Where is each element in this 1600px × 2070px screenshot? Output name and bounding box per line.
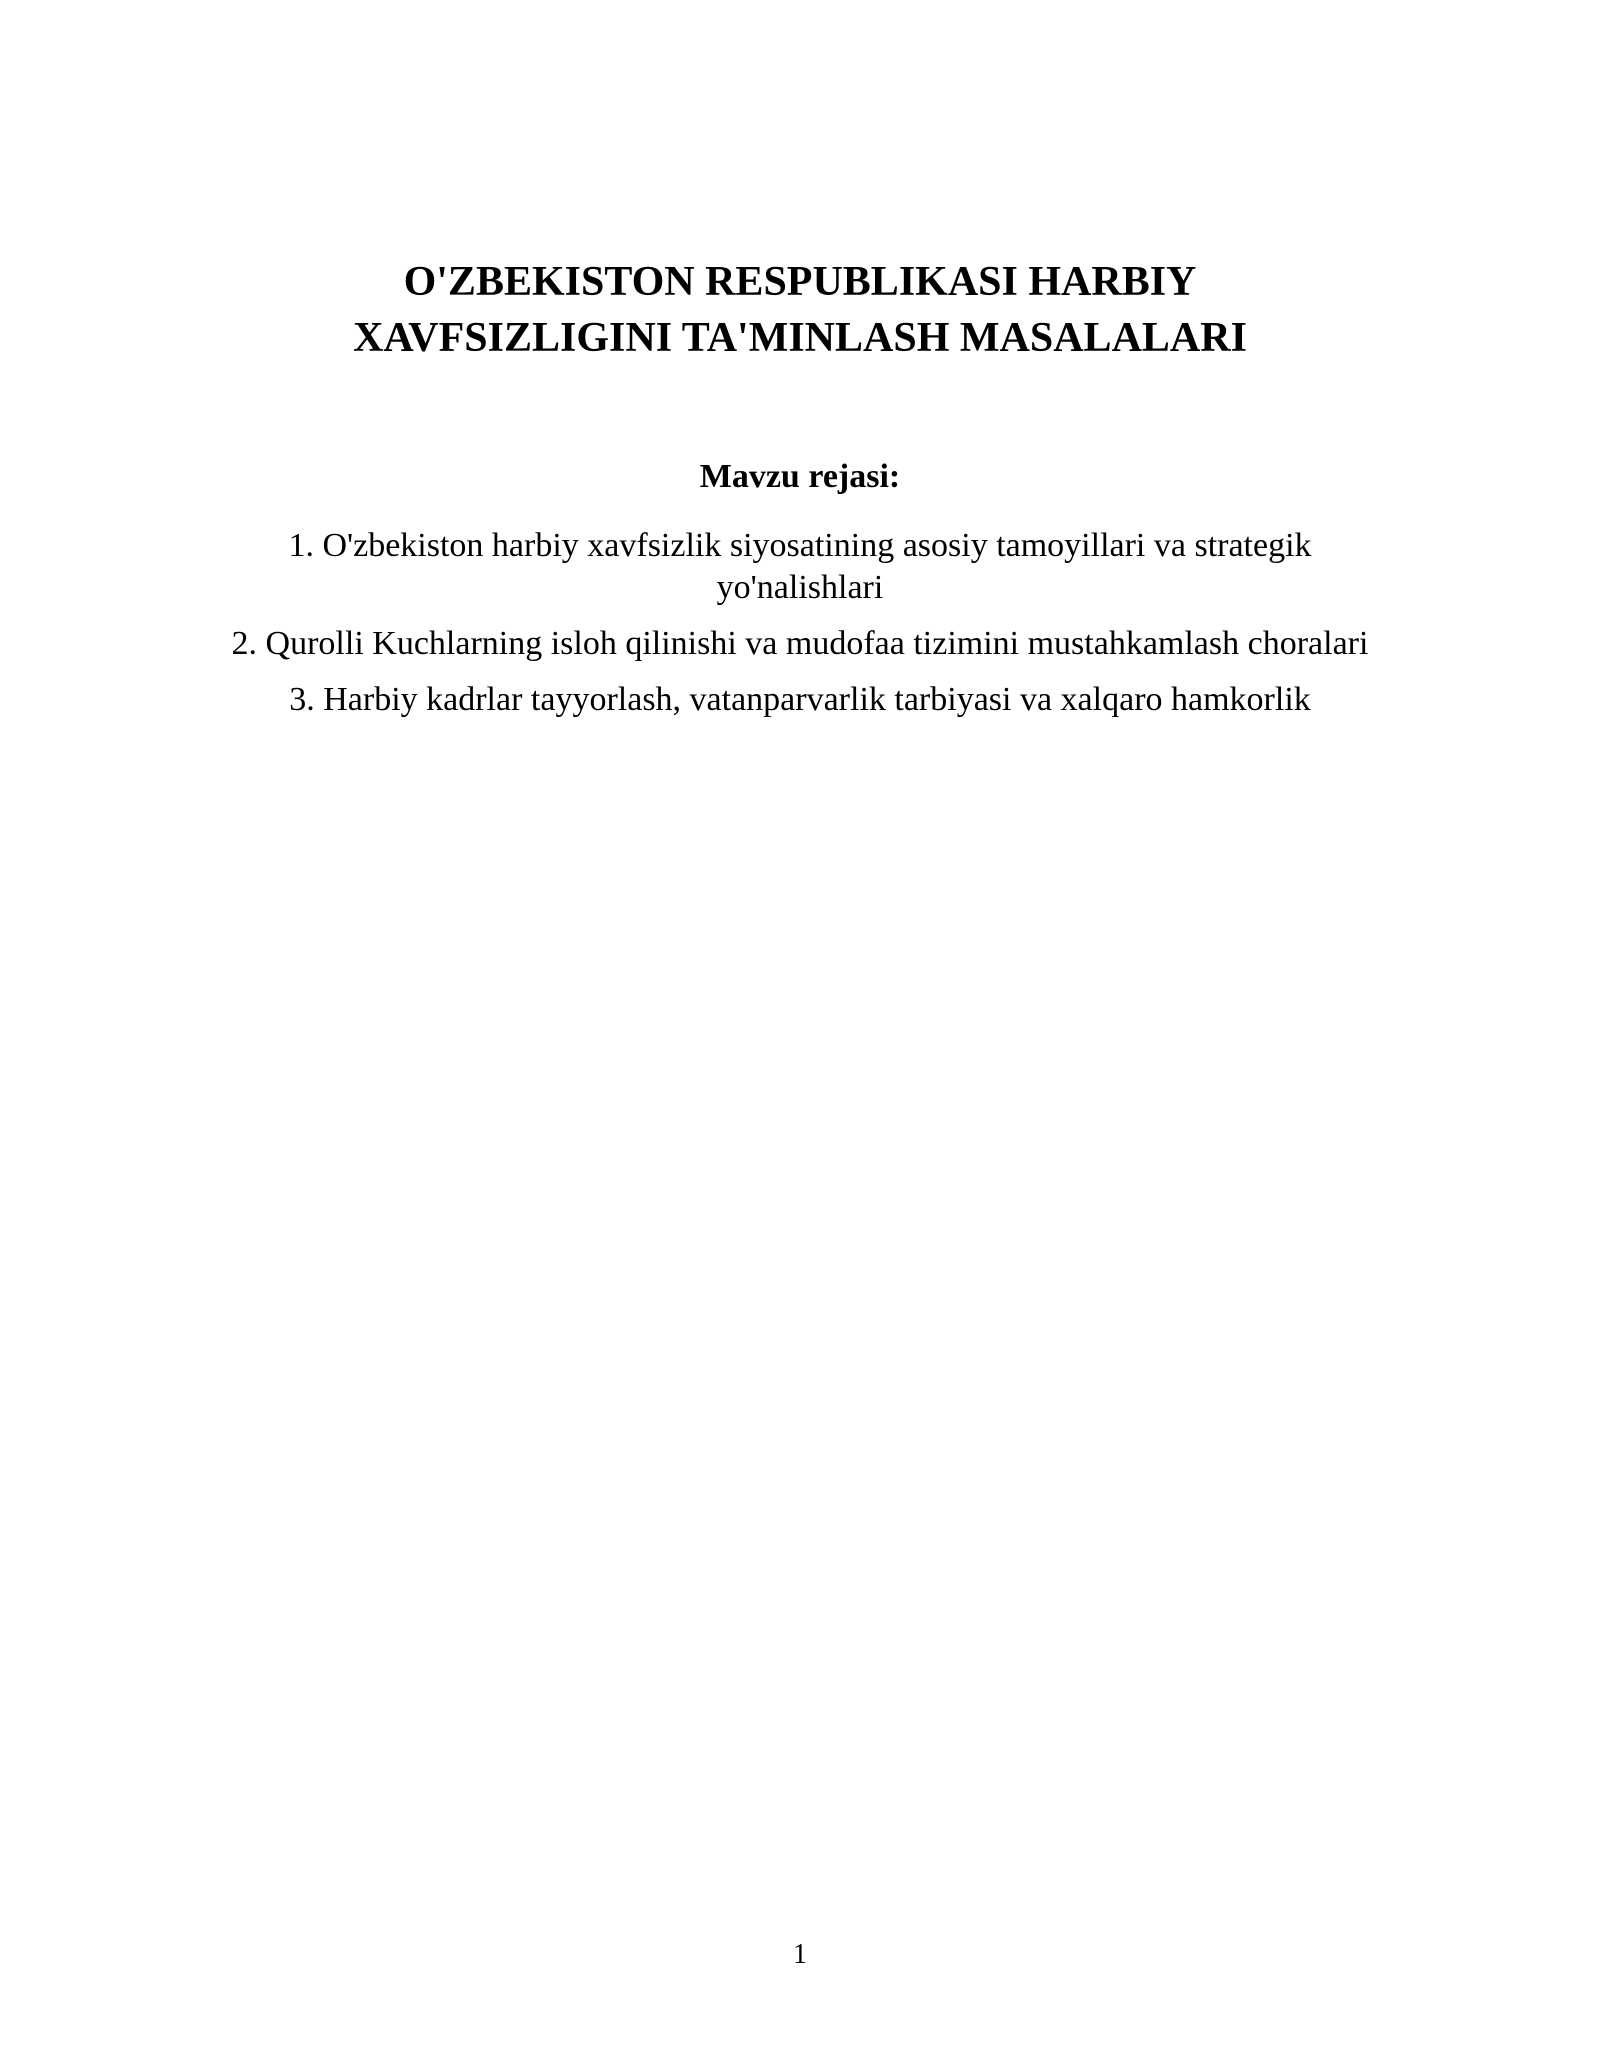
- plan-list: [230, 525, 1370, 735]
- plan-heading: Mavzu rejasi:: [699, 458, 901, 495]
- plan-item-1: 1. O'zbekiston harbiy xavfsizlik siyosatining asosiy tamoyillari va strategik yo'nalishlari: [288, 527, 1312, 606]
- title-line-1: O'ZBEKISTON RESPUBLIKASI HARBIY: [403, 259, 1197, 305]
- document-title: [200, 254, 1400, 366]
- title-line-2: XAVFSIZLIGINI TA'MINLASH MASALALARI: [353, 315, 1247, 361]
- page-number: 1: [793, 1939, 807, 1970]
- plan-item-3: 3. Harbiy kadrlar tayyorlash, vatanparvarlik tarbiyasi va xalqaro hamkorlik: [289, 681, 1311, 718]
- plan-item-2: 2. Qurolli Kuchlarning isloh qilinishi va mudofaa tizimini mustahkamlash choralari: [231, 625, 1369, 662]
